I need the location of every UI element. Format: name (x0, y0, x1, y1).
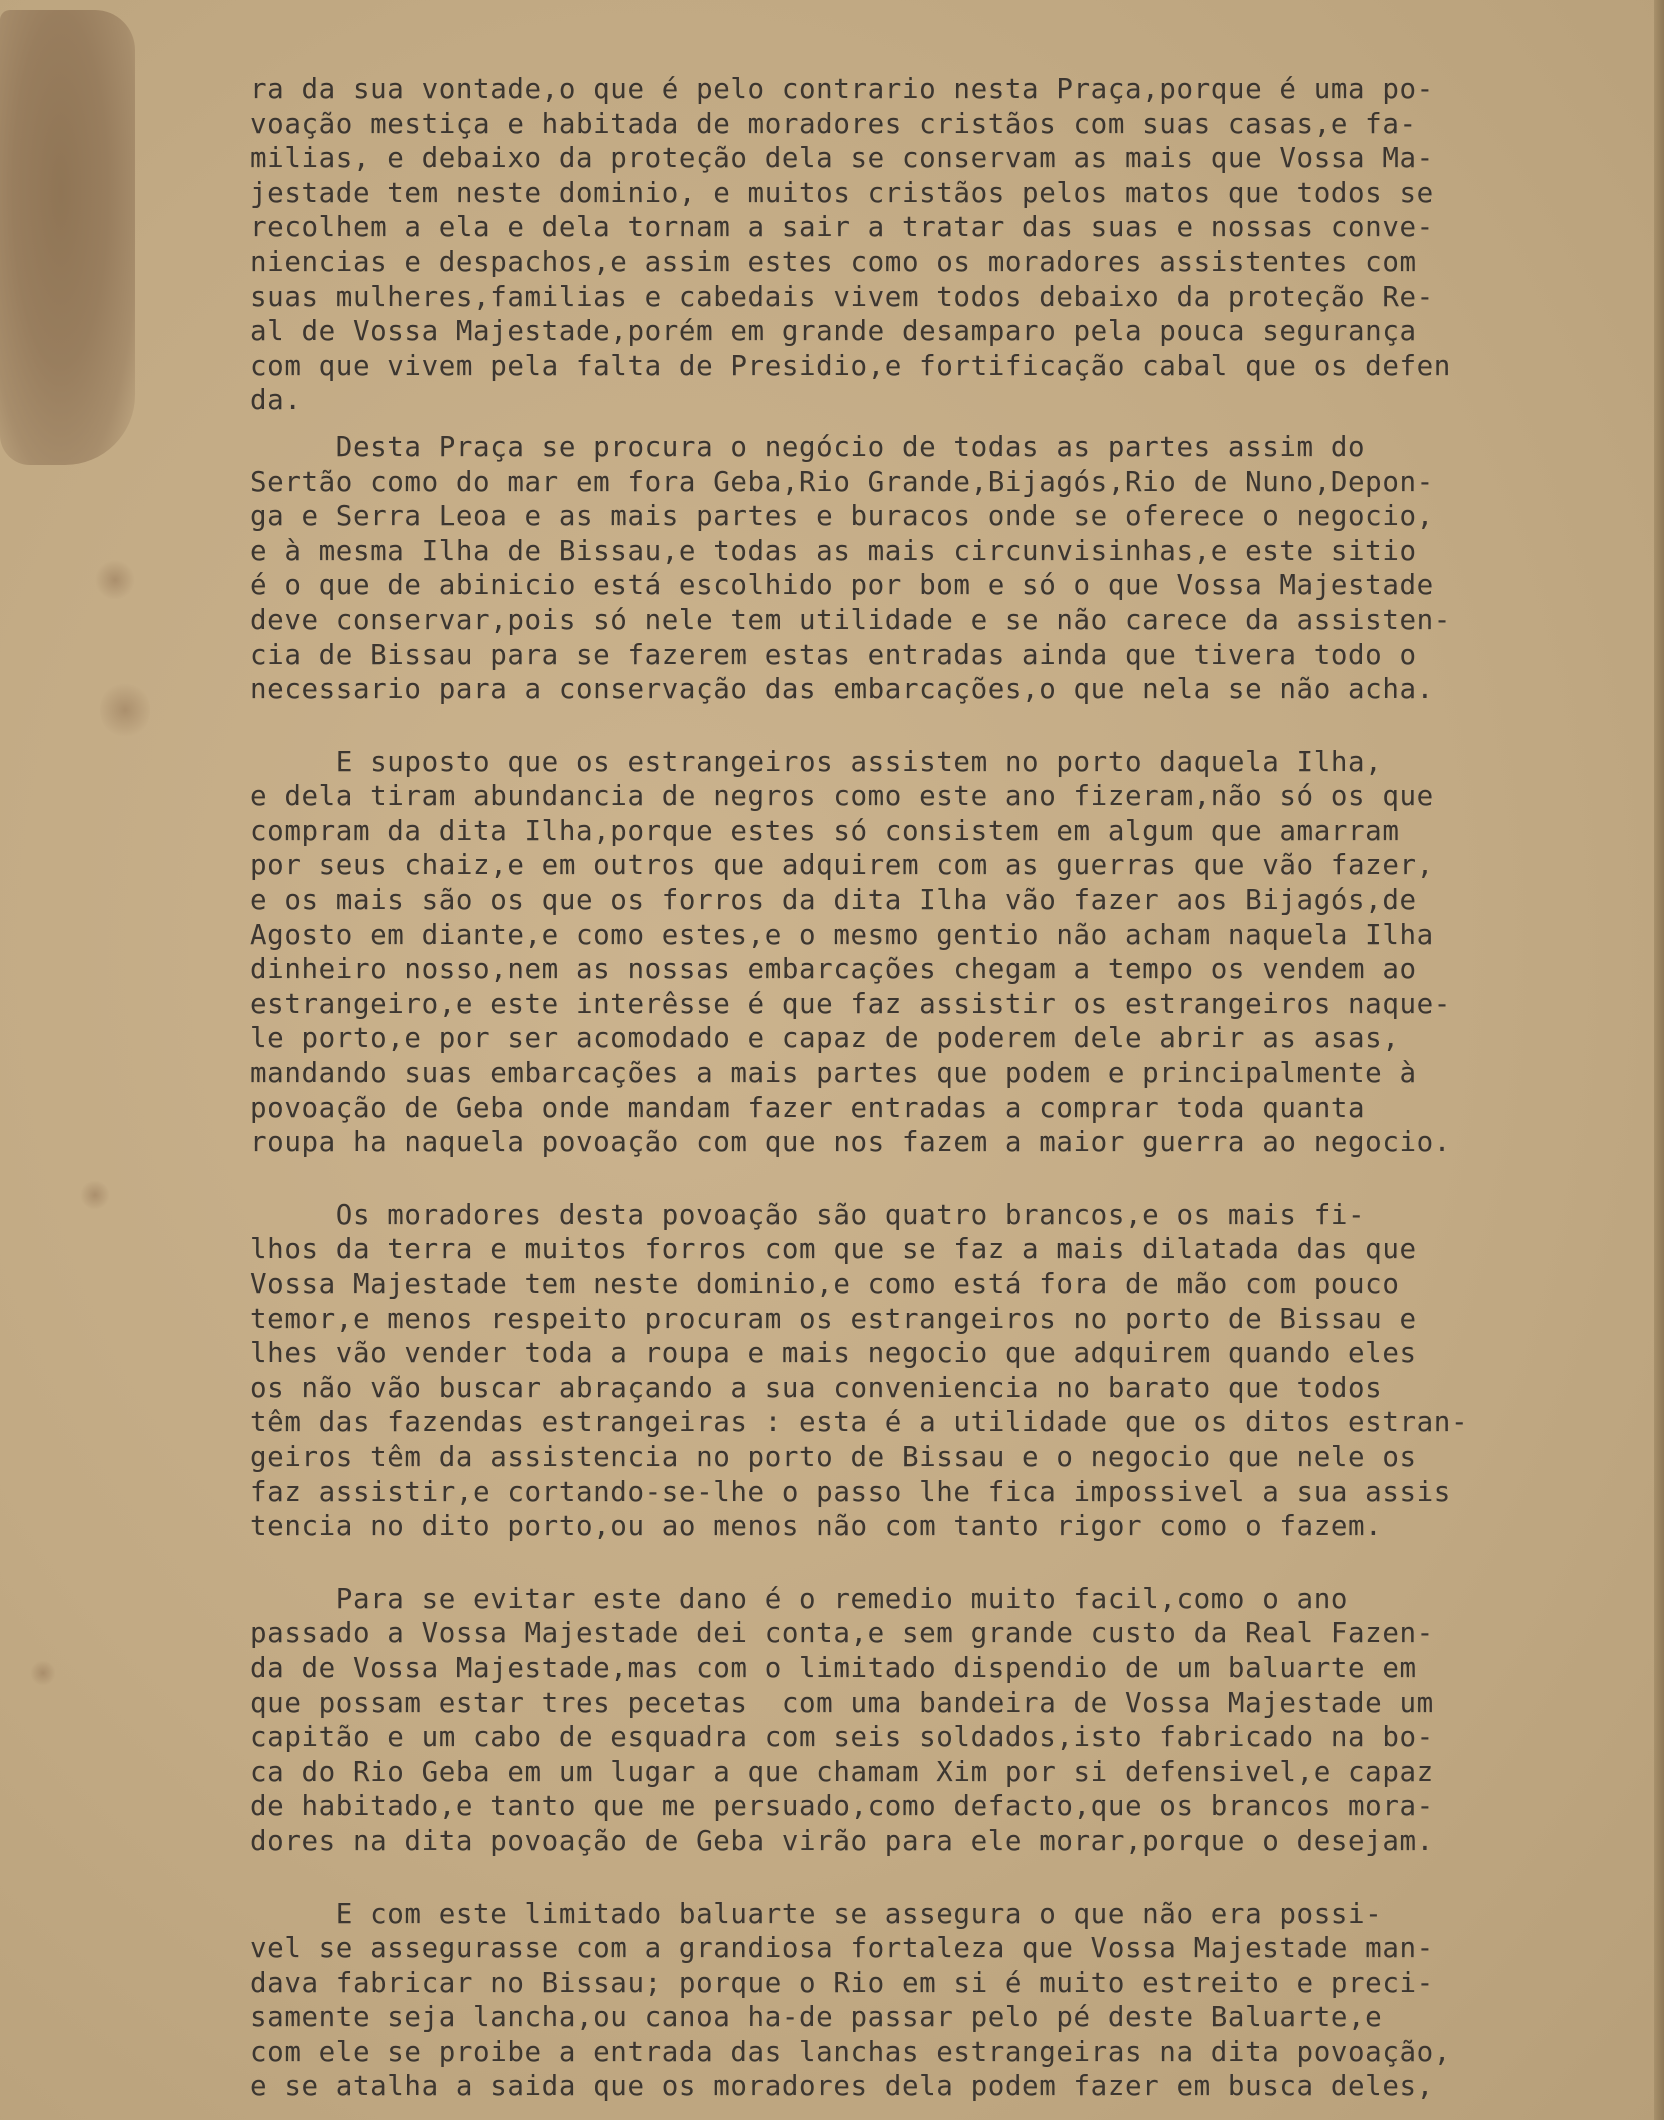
text-line: temor,e menos respeito procuram os estrangeiros no porto de Bissau e (250, 1302, 1417, 1335)
text-line: samente seja lancha,ou canoa ha-de passar pelo pé deste Baluarte,e (250, 2001, 1383, 2034)
paper-spot (95, 560, 135, 600)
text-line: da. (250, 384, 302, 417)
text-line: E com este limitado baluarte se assegura o que não era possi- (250, 1897, 1383, 1930)
text-line: por seus chaiz,e em outros que adquirem com as guerras que vão fazer, (250, 849, 1434, 882)
text-line: recolhem a ela e dela tornam a sair a tratar das suas e nossas conve- (250, 211, 1434, 244)
text-line: mandando suas embarcações a mais partes que podem e principalmente à (250, 1057, 1417, 1090)
text-line: da de Vossa Majestade,mas com o limitado dispendio de um baluarte em (250, 1651, 1417, 1684)
text-line: compram da dita Ilha,porque estes só consistem em algum que amarram (250, 814, 1400, 847)
text-line: de habitado,e tanto que me persuado,como defacto,que os brancos mora- (250, 1790, 1434, 1823)
text-line: Sertão como do mar em fora Geba,Rio Grande,Bijagós,Rio de Nuno,Depon- (250, 465, 1434, 498)
text-line: Os moradores desta povoação são quatro brancos,e os mais fi- (250, 1198, 1366, 1231)
text-line: é o que de abinicio está escolhido por bom e só o que Vossa Majestade (250, 569, 1434, 602)
text-line: necessario para a conservação das embarcações,o que nela se não acha. (250, 673, 1434, 706)
text-line: e os mais são os que os forros da dita Ilha vão fazer aos Bijagós,de (250, 884, 1417, 917)
text-line: Para se evitar este dano é o remedio muito facil,como o ano (250, 1582, 1349, 1615)
paper-spot (100, 680, 150, 740)
text-line: os não vão buscar abraçando a sua conveniencia no barato que todos (250, 1371, 1383, 1404)
paper-stain (0, 10, 135, 465)
paragraph (250, 1897, 1650, 2105)
paragraph-gap (250, 1160, 1650, 1198)
paragraph-gap (250, 418, 1650, 430)
paper-spot (80, 1180, 110, 1210)
text-line: têm das fazendas estrangeiras : esta é a utilidade que os ditos estran- (250, 1406, 1469, 1439)
text-line: ca do Rio Geba em um lugar a que chamam Xim por si defensivel,e capaz (250, 1755, 1434, 1788)
typewritten-text (250, 72, 1650, 2104)
text-line: suas mulheres,familias e cabedais vivem todos debaixo da proteção Re- (250, 280, 1434, 313)
text-line: al de Vossa Majestade,porém em grande desamparo pela pouca segurança (250, 315, 1417, 348)
text-line: lhes vão vender toda a roupa e mais negocio que adquirem quando eles (250, 1337, 1417, 1370)
text-line: cia de Bissau para se fazerem estas entradas ainda que tivera todo o (250, 638, 1417, 671)
paragraph (250, 1582, 1650, 1859)
text-line: tencia no dito porto,ou ao menos não com tanto rigor como o fazem. (250, 1510, 1383, 1543)
text-line: com ele se proibe a entrada das lanchas estrangeiras na dita povoação, (250, 2035, 1451, 2068)
text-line: passado a Vossa Majestade dei conta,e sem grande custo da Real Fazen- (250, 1617, 1434, 1650)
paragraph (250, 745, 1650, 1160)
paragraph (250, 72, 1650, 418)
text-line: roupa ha naquela povoação com que nos fazem a maior guerra ao negocio. (250, 1126, 1451, 1159)
text-line: capitão e um cabo de esquadra com seis soldados,isto fabricado na bo- (250, 1721, 1434, 1754)
text-line: dinheiro nosso,nem as nossas embarcações chegam a tempo os vendem ao (250, 953, 1417, 986)
text-line: E suposto que os estrangeiros assistem no porto daquela Ilha, (250, 745, 1383, 778)
text-line: vel se assegurasse com a grandiosa fortaleza que Vossa Majestade man- (250, 1932, 1434, 1965)
paragraph-gap (250, 707, 1650, 745)
text-line: e se atalha a saida que os moradores dela podem fazer em busca deles, (250, 2070, 1434, 2103)
paragraph-gap (250, 1859, 1650, 1897)
text-line: Agosto em diante,e como estes,e o mesmo gentio não acham naquela Ilha (250, 918, 1434, 951)
text-line: ga e Serra Leoa e as mais partes e buracos onde se oferece o negocio, (250, 500, 1434, 533)
text-line: voação mestiça e habitada de moradores cristãos com suas casas,e fa- (250, 107, 1417, 140)
text-line: deve conservar,pois só nele tem utilidade e se não carece da assisten- (250, 603, 1451, 636)
paper-edge (1654, 0, 1664, 2120)
text-line: le porto,e por ser acomodado e capaz de poderem dele abrir as asas, (250, 1022, 1400, 1055)
paper-spot (30, 1660, 56, 1686)
text-line: dava fabricar no Bissau; porque o Rio em si é muito estreito e preci- (250, 1966, 1434, 1999)
text-line: faz assistir,e cortando-se-lhe o passo lhe fica impossivel a sua assis (250, 1475, 1451, 1508)
text-line: jestade tem neste dominio, e muitos cristãos pelos matos que todos se (250, 176, 1434, 209)
paragraph (250, 1198, 1650, 1544)
text-line: que possam estar tres pecetas com uma bandeira de Vossa Majestade um (250, 1686, 1434, 1719)
text-line: Vossa Majestade tem neste dominio,e como está fora de mão com pouco (250, 1268, 1400, 1300)
text-line: niencias e despachos,e assim estes como os moradores assistentes com (250, 245, 1417, 278)
text-line: com que vivem pela falta de Presidio,e fortificação cabal que os defen (250, 349, 1451, 382)
text-line: geiros têm da assistencia no porto de Bissau e o negocio que nele os (250, 1440, 1417, 1473)
text-line: milias, e debaixo da proteção dela se conservam as mais que Vossa Ma- (250, 142, 1434, 175)
paragraph-gap (250, 1544, 1650, 1582)
text-line: povoação de Geba onde mandam fazer entradas a comprar toda quanta (250, 1091, 1366, 1124)
text-line: ra da sua vontade,o que é pelo contrario nesta Praça,porque é uma po- (250, 73, 1434, 105)
text-line: dores na dita povoação de Geba virão para ele morar,porque o desejam. (250, 1824, 1434, 1857)
text-line: e à mesma Ilha de Bissau,e todas as mais circunvisinhas,e este sitio (250, 534, 1417, 567)
text-line: lhos da terra e muitos forros com que se faz a mais dilatada das que (250, 1233, 1417, 1266)
text-line: estrangeiro,e este interêsse é que faz assistir os estrangeiros naque- (250, 987, 1451, 1020)
text-line: e dela tiram abundancia de negros como este ano fizeram,não só os que (250, 780, 1434, 813)
text-line: Desta Praça se procura o negócio de todas as partes assim do (250, 430, 1366, 463)
paragraph (250, 430, 1650, 707)
